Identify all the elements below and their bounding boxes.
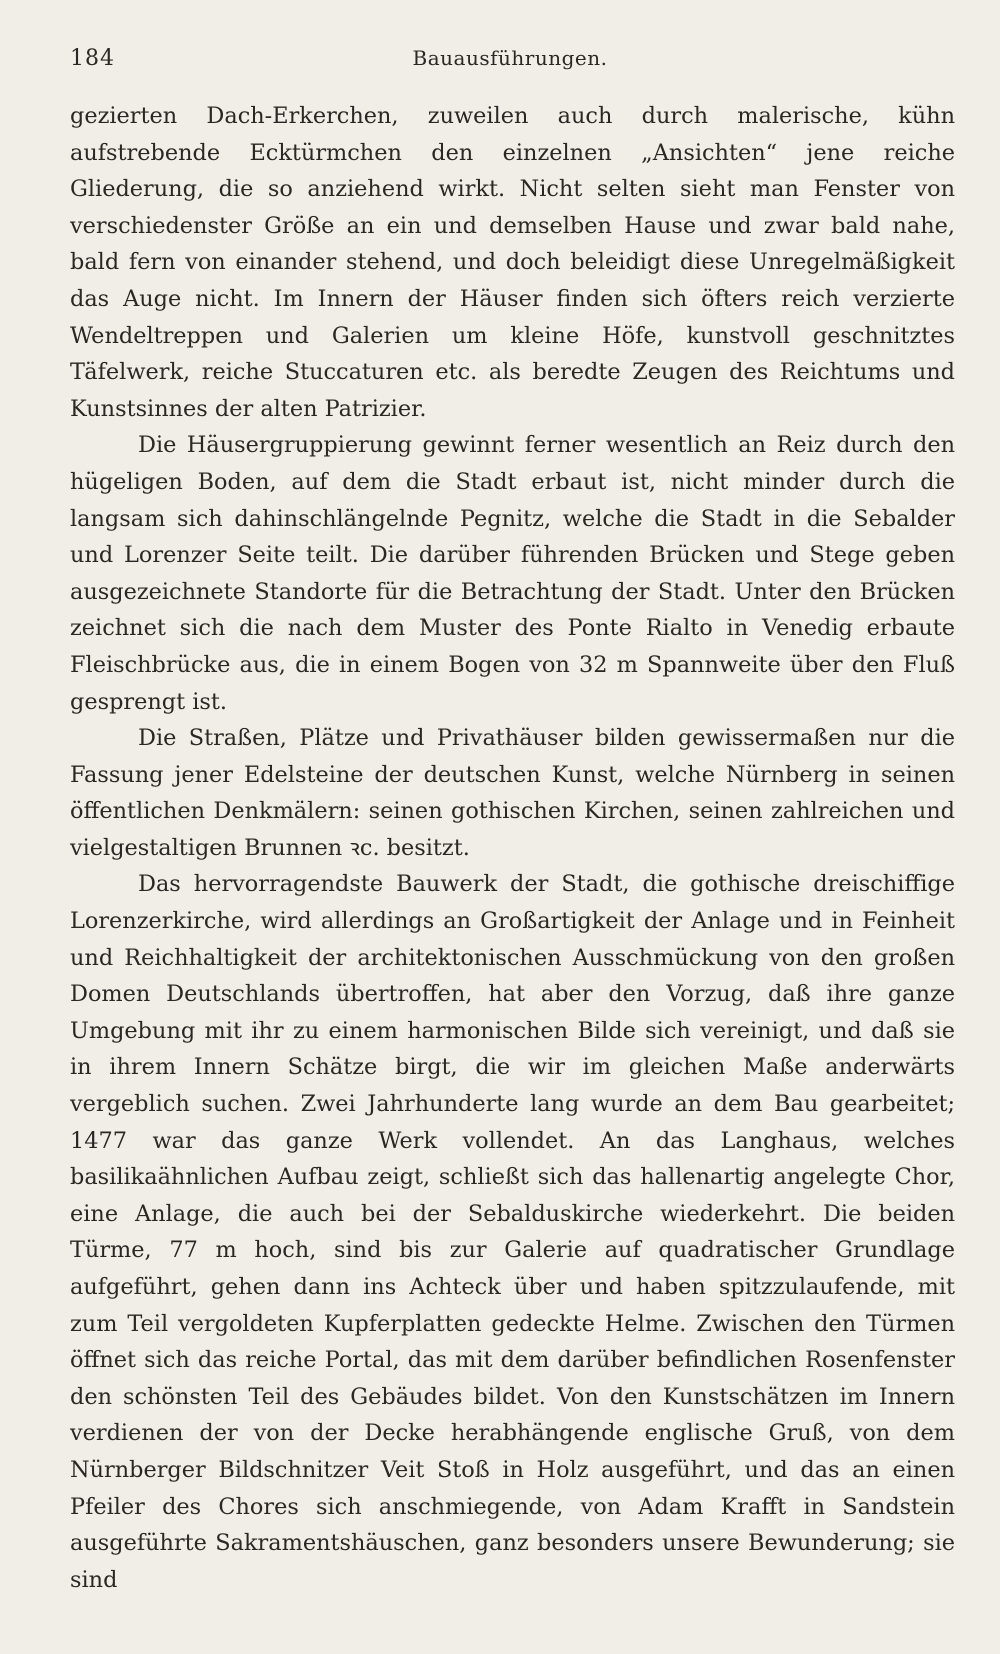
body-text	[70, 98, 955, 1598]
page-header	[70, 46, 950, 76]
page-number: 184	[70, 46, 115, 71]
paragraph-lorenzerkirche: Das hervorragendste Bauwerk der Stadt, die gothische dreischiffige Lorenzerkirche, wird allerdings an Großartigkeit der Anlage und in Feinheit und Reichhaltigkeit der architektonischen Ausschmückung von den großen Domen Deutschlands übertroffen, hat aber den Vorzug, daß ihre ganze Umgebung mit ihr zu einem harmonischen Bilde sich vereinigt, und daß sie in ihrem Innern Schätze birgt, die wir im gleichen Maße anderwärts vergeblich suchen. Zwei Jahrhunderte lang wurde an dem Bau gearbeitet; 1477 war das ganze Werk vollendet. An das Langhaus, welches basilikaähnlichen Aufbau zeigt, schließt sich das hallenartig angelegte Chor, eine Anlage, die auch bei der Sebalduskirche wiederkehrt. Die beiden Türme, 77 m hoch, sind bis zur Galerie auf quadratischer Grundlage aufgeführt, gehen dann ins Achteck über und haben spitzzulaufende, mit zum Teil vergoldeten Kupferplatten gedeckte Helme. Zwischen den Türmen öffnet sich das reiche Portal, das mit dem darüber befindlichen Rosenfenster den schönsten Teil des Gebäudes bildet. Von den Kunstschätzen im Innern verdienen der von der Decke herabhängende englische Gruß, von dem Nürnberger Bildschnitzer Veit Stoß in Holz ausgeführt, und das an einen Pfeiler des Chores sich anschmiegende, von Adam Krafft in Sandstein ausgeführte Sakramentshäuschen, ganz besonders unsere Bewunderung; sie sind	[70, 871, 955, 1593]
paragraph-continued: gezierten Dach-Erkerchen, zuweilen auch durch malerische, kühn aufstrebende Ecktürmchen den einzelnen „Ansichten“ jene reiche Gliederung, die so anziehend wirkt. Nicht selten sieht man Fenster von verschiedenster Größe an ein und demselben Hause und zwar bald nahe, bald fern von einander stehend, und doch beleidigt diese Unregelmäßigkeit das Auge nicht. Im Innern der Häuser finden sich öfters reich verzierte Wendeltreppen und Galerien um kleine Höfe, kunstvoll geschnitztes Täfelwerk, reiche Stuccaturen etc. als beredte Zeugen des Reichtums und Kunstsinnes der alten Patrizier.	[70, 103, 955, 422]
running-head: Bauausführungen.	[412, 46, 608, 70]
paragraph-pegnitz: Die Häusergruppierung gewinnt ferner wesentlich an Reiz durch den hügeligen Boden, auf dem die Stadt erbaut ist, nicht minder durch die langsam sich dahinschlängelnde Pegnitz, welche die Stadt in die Sebalder und Lorenzer Seite teilt. Die darüber führenden Brücken und Stege geben ausgezeichnete Standorte für die Betrachtung der Stadt. Unter den Brücken zeichnet sich die nach dem Muster des Ponte Rialto in Venedig erbaute Fleischbrücke aus, die in einem Bogen von 32 m Spannweite über den Fluß gesprengt ist.	[70, 432, 955, 715]
paragraph-strassen: Die Straßen, Plätze und Privathäuser bilden gewissermaßen nur die Fassung jener Edelsteine der deutschen Kunst, welche Nürnberg in seinen öffentlichen Denkmälern: seinen gothischen Kirchen, seinen zahlreichen und vielgestaltigen Brunnen ꝛc. besitzt.	[70, 725, 955, 861]
